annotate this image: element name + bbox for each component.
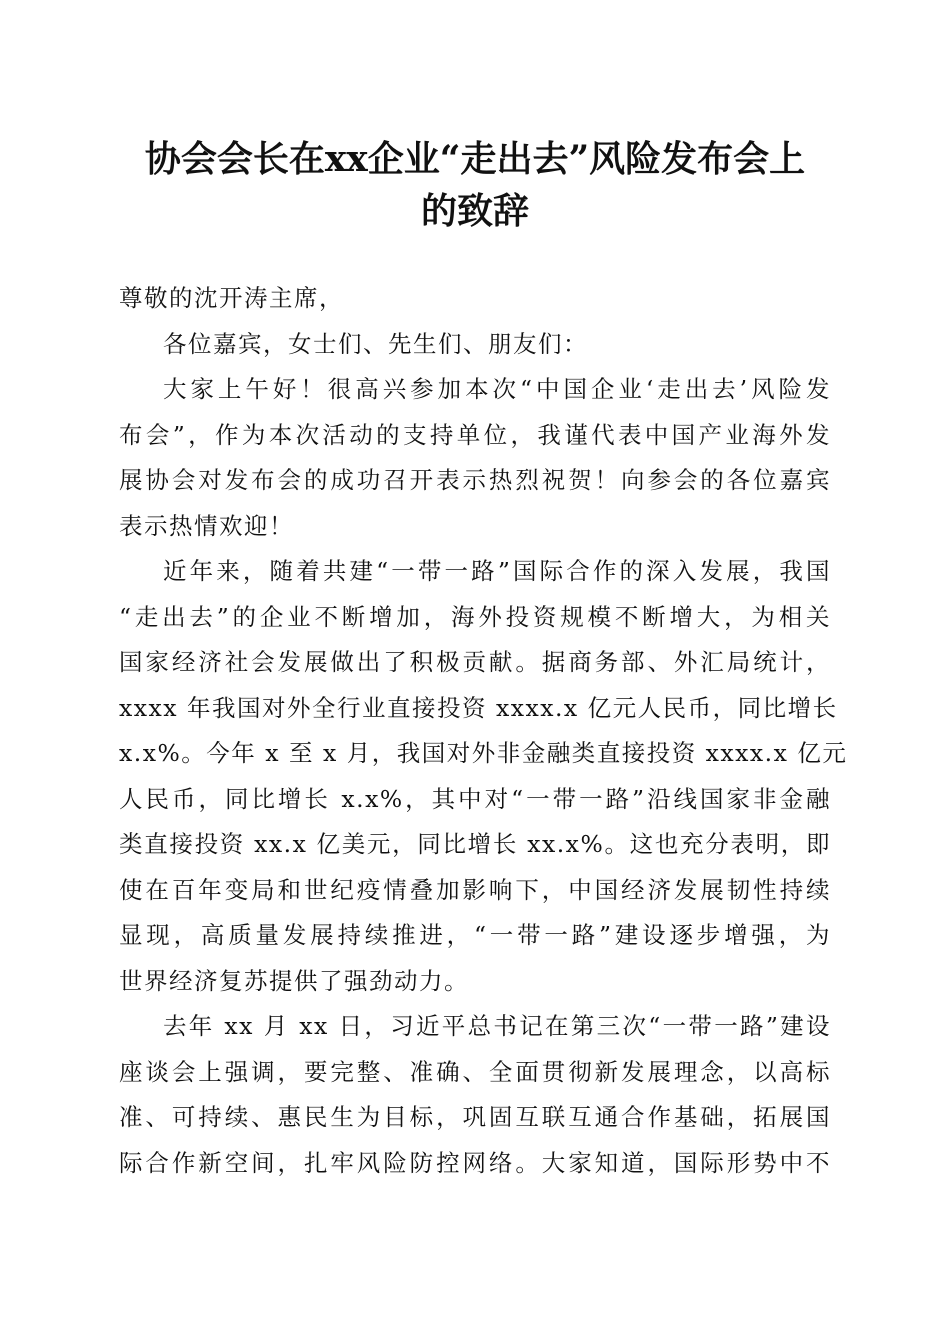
paragraph-line: 使在百年变局和世纪疫情叠加影响下，中国经济发展韧性持续 bbox=[119, 875, 831, 904]
paragraph-line: 大家上午好！很高兴参加本次“中国企业‘走出去’风险发 bbox=[163, 375, 832, 403]
document-title bbox=[100, 133, 850, 237]
paragraph-line: 国家经济社会发展做出了积极贡献。据商务部、外汇局统计， bbox=[119, 648, 831, 676]
paragraph-line: 去年 xx 月 xx 日，习近平总书记在第三次“一带一路”建设 bbox=[163, 1012, 831, 1040]
paragraph-line: 际合作新空间，扎牢风险防控网络。大家知道，国际形势中不 bbox=[119, 1148, 831, 1177]
paragraph-line: 类直接投资 xx.x 亿美元，同比增长 xx.x%。这也充分表明，即 bbox=[119, 830, 831, 858]
salutation: 尊敬的沈开涛主席， bbox=[119, 284, 344, 312]
paragraph-line: “走出去”的企业不断增加，海外投资规模不断增大，为相关 bbox=[119, 602, 831, 631]
document-body bbox=[119, 276, 848, 1186]
paragraph-line: 显现，高质量发展持续推进，“一带一路”建设逐步增强，为 bbox=[119, 921, 831, 949]
paragraph-line: 布会”，作为本次活动的支持单位，我谨代表中国产业海外发 bbox=[119, 420, 831, 449]
paragraph-line: 展协会对发布会的成功召开表示热烈祝贺！向参会的各位嘉宾 bbox=[119, 466, 831, 494]
paragraph-line: 准、可持续、惠民生为目标，巩固互联互通合作基础，拓展国 bbox=[119, 1103, 831, 1131]
paragraph-1 bbox=[119, 367, 831, 549]
paragraph-line: 近年来，随着共建“一带一路”国际合作的深入发展，我国 bbox=[163, 557, 831, 585]
paragraph-line: x.x%。今年 x 至 x 月，我国对外非金融类直接投资 xxxx.x 亿元 bbox=[119, 739, 848, 767]
paragraph-line: xxxx 年我国对外全行业直接投资 xxxx.x 亿元人民币，同比增长 bbox=[119, 693, 838, 722]
paragraph-3 bbox=[119, 1004, 831, 1186]
paragraph-2 bbox=[119, 549, 848, 1004]
paragraph-line: 世界经济复苏提供了强劲动力。 bbox=[119, 966, 469, 995]
greeting: 各位嘉宾，女士们、先生们、朋友们： bbox=[163, 329, 588, 358]
paragraph-line: 人民币，同比增长 x.x%，其中对“一带一路”沿线国家非金融 bbox=[119, 784, 831, 813]
title-line-2: 的致辞 bbox=[420, 190, 529, 232]
paragraph-line: 座谈会上强调，要完整、准确、全面贯彻新发展理念，以高标 bbox=[119, 1057, 831, 1086]
paragraph-line: 表示热情欢迎！ bbox=[119, 511, 294, 540]
title-line-1: 协会会长在xx企业“走出去”风险发布会上 bbox=[144, 138, 806, 180]
